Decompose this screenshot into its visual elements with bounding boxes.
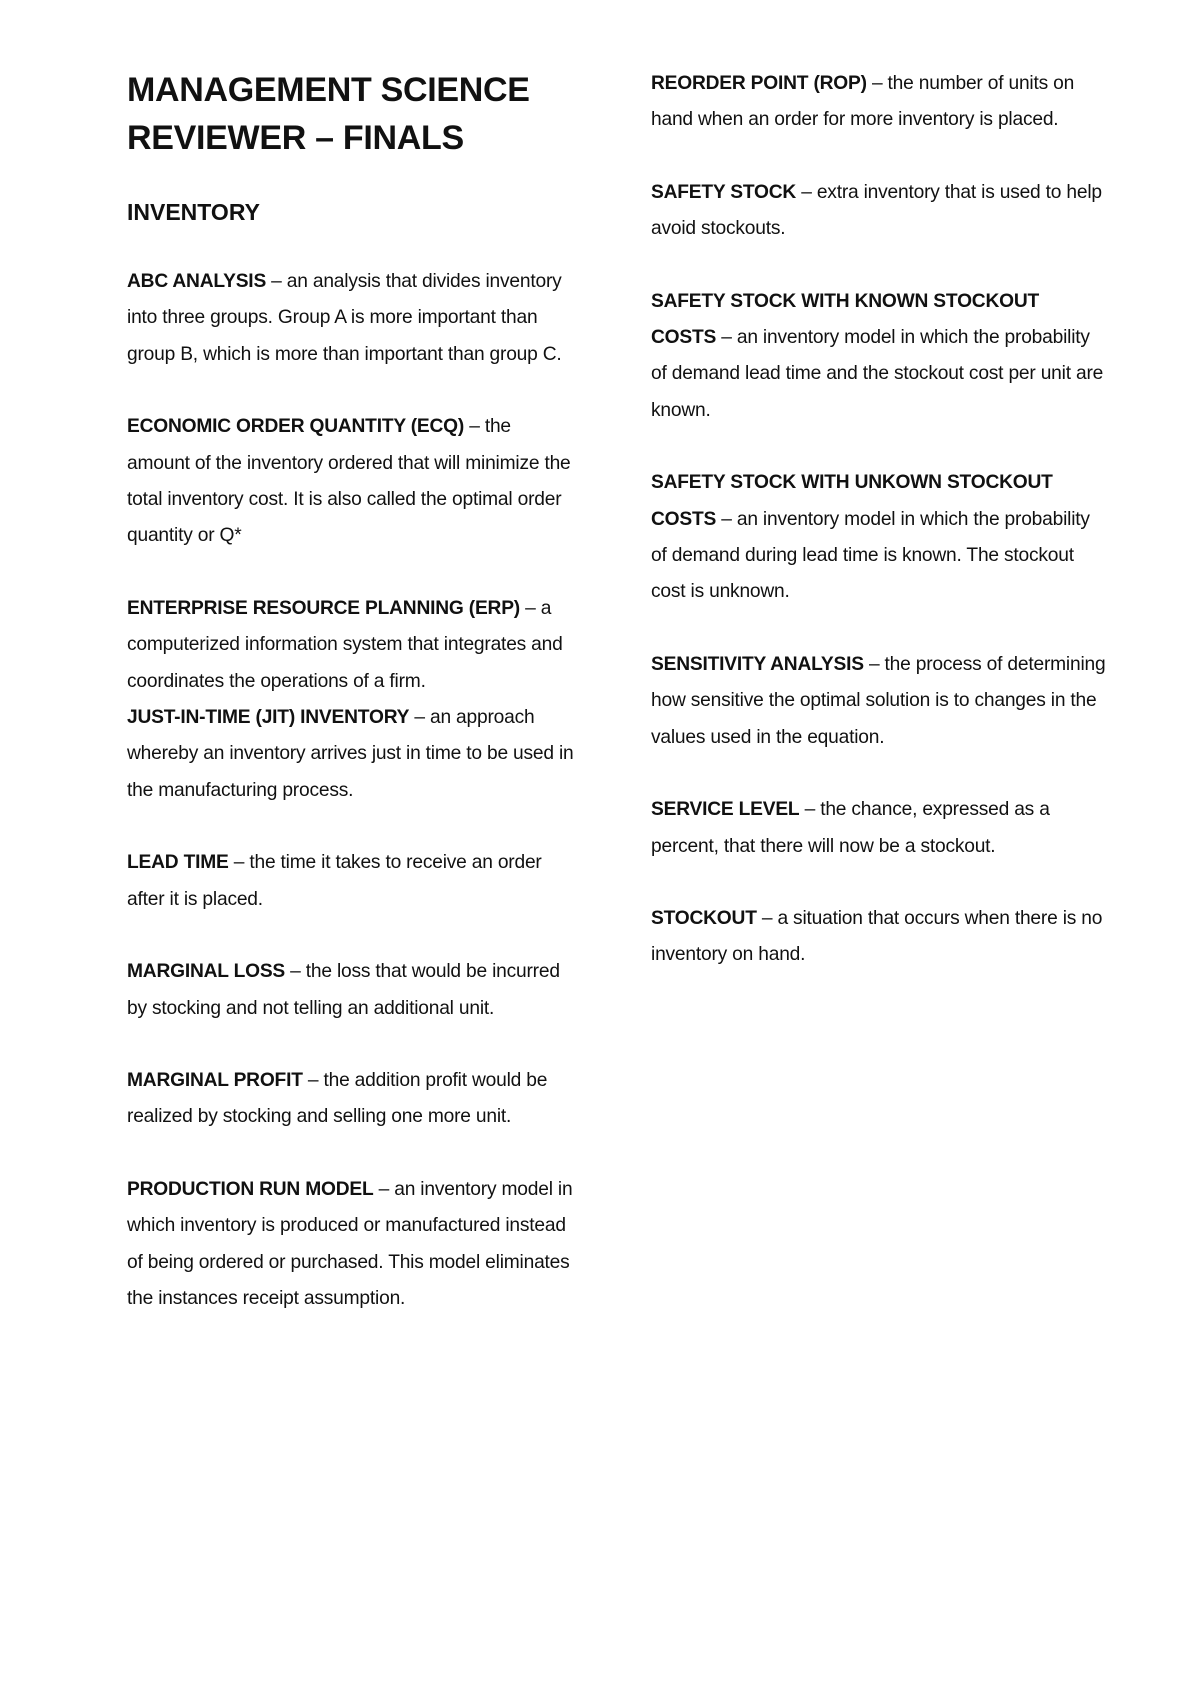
glossary-term: SAFETY STOCK WITH KNOWN STOCKOUT COSTS	[651, 290, 1040, 349]
title-line-2: REVIEWER – FINALS	[127, 119, 464, 157]
glossary-definition: – the amount of the inventory ordered that will minimize the total inventory cost. It is also called the optimal order quantity or Q*	[127, 416, 571, 547]
glossary-term: STOCKOUT	[651, 907, 757, 929]
glossary-entry-safety-stock-known-costs	[651, 284, 1106, 430]
glossary-term: ECONOMIC ORDER QUANTITY (ECQ)	[127, 416, 465, 438]
glossary-term: PRODUCTION RUN MODEL	[127, 1178, 374, 1200]
glossary-definition: – extra inventory that is used to help avoid stockouts.	[651, 181, 1102, 240]
glossary-entry-service-level	[651, 792, 1106, 865]
section-heading: INVENTORY	[127, 199, 260, 225]
glossary-term: REORDER POINT (ROP)	[651, 73, 867, 94]
glossary-entry-marginal-loss	[127, 954, 575, 1027]
glossary-definition: – an inventory model in which inventory is produced or manufactured instead of being ordered or purchased. This model eliminates the instances receipt assumption.	[127, 1178, 573, 1309]
glossary-entry-stockout	[651, 901, 1106, 974]
glossary-definition: – the time it takes to receive an order after it is placed.	[127, 852, 542, 910]
glossary-term: MARGINAL LOSS	[127, 961, 286, 983]
glossary-term: LEAD TIME	[127, 852, 229, 874]
glossary-definition: – the process of determining how sensitive the optimal solution is to changes in the values used in the equation.	[651, 653, 1106, 748]
glossary-entry-production-run-model	[127, 1172, 575, 1318]
glossary-entry-reorder-point	[651, 66, 1106, 139]
glossary-definition: – the number of units on hand when an order for more inventory is placed.	[651, 73, 1075, 131]
glossary-term: MARGINAL PROFIT	[127, 1069, 303, 1091]
glossary-entry-economic-order-quantity	[127, 409, 575, 555]
glossary-definition: – a situation that occurs when there is no inventory on hand.	[651, 907, 1103, 966]
glossary-term: SERVICE LEVEL	[651, 799, 800, 821]
glossary-definition: – a computerized information system that integrates and coordinates the operations of a firm.	[127, 597, 563, 692]
glossary-term: SAFETY STOCK WITH UNKOWN STOCKOUT COSTS	[651, 472, 1053, 530]
glossary-term: ABC ANALYSIS	[127, 271, 267, 292]
glossary-term: SAFETY STOCK	[651, 181, 797, 203]
glossary-term: ENTERPRISE RESOURCE PLANNING (ERP)	[127, 597, 520, 619]
glossary-definition: – the loss that would be incurred by stocking and not telling an additional unit.	[127, 961, 560, 1019]
glossary-entry-lead-time	[127, 845, 575, 918]
document-title	[127, 66, 575, 162]
glossary-term: SENSITIVITY ANALYSIS	[651, 653, 864, 675]
glossary-entry-safety-stock-unknown-costs	[651, 465, 1106, 611]
glossary-entry-marginal-profit	[127, 1063, 575, 1136]
left-column	[127, 66, 575, 1317]
glossary-entry-just-in-time	[127, 700, 575, 809]
glossary-definition: – the addition profit would be realized by stocking and selling one more unit.	[127, 1069, 548, 1128]
title-line-1: MANAGEMENT SCIENCE	[127, 71, 530, 109]
glossary-definition: – an inventory model in which the probability of demand during lead time is known. The stockout cost is unknown.	[651, 508, 1090, 603]
glossary-definition: – an analysis that divides inventory into three groups. Group A is more important than group B, which is more than important than group C.	[127, 271, 562, 365]
glossary-entry-abc-analysis	[127, 264, 575, 373]
glossary-entry-enterprise-resource-planning	[127, 591, 575, 700]
glossary-definition: – an approach whereby an inventory arrives just in time to be used in the manufacturing process.	[127, 707, 574, 801]
glossary-entry-sensitivity-analysis	[651, 647, 1106, 756]
glossary-term: JUST-IN-TIME (JIT) INVENTORY	[127, 707, 410, 729]
glossary-definition: – an inventory model in which the probability of demand lead time and the stockout cost per unit are known.	[651, 327, 1104, 421]
glossary-entry-safety-stock	[651, 175, 1106, 248]
glossary-definition: – the chance, expressed as a percent, that there will now be a stockout.	[651, 799, 1050, 857]
left-entry-list	[127, 264, 575, 1317]
right-column	[651, 66, 1106, 1010]
